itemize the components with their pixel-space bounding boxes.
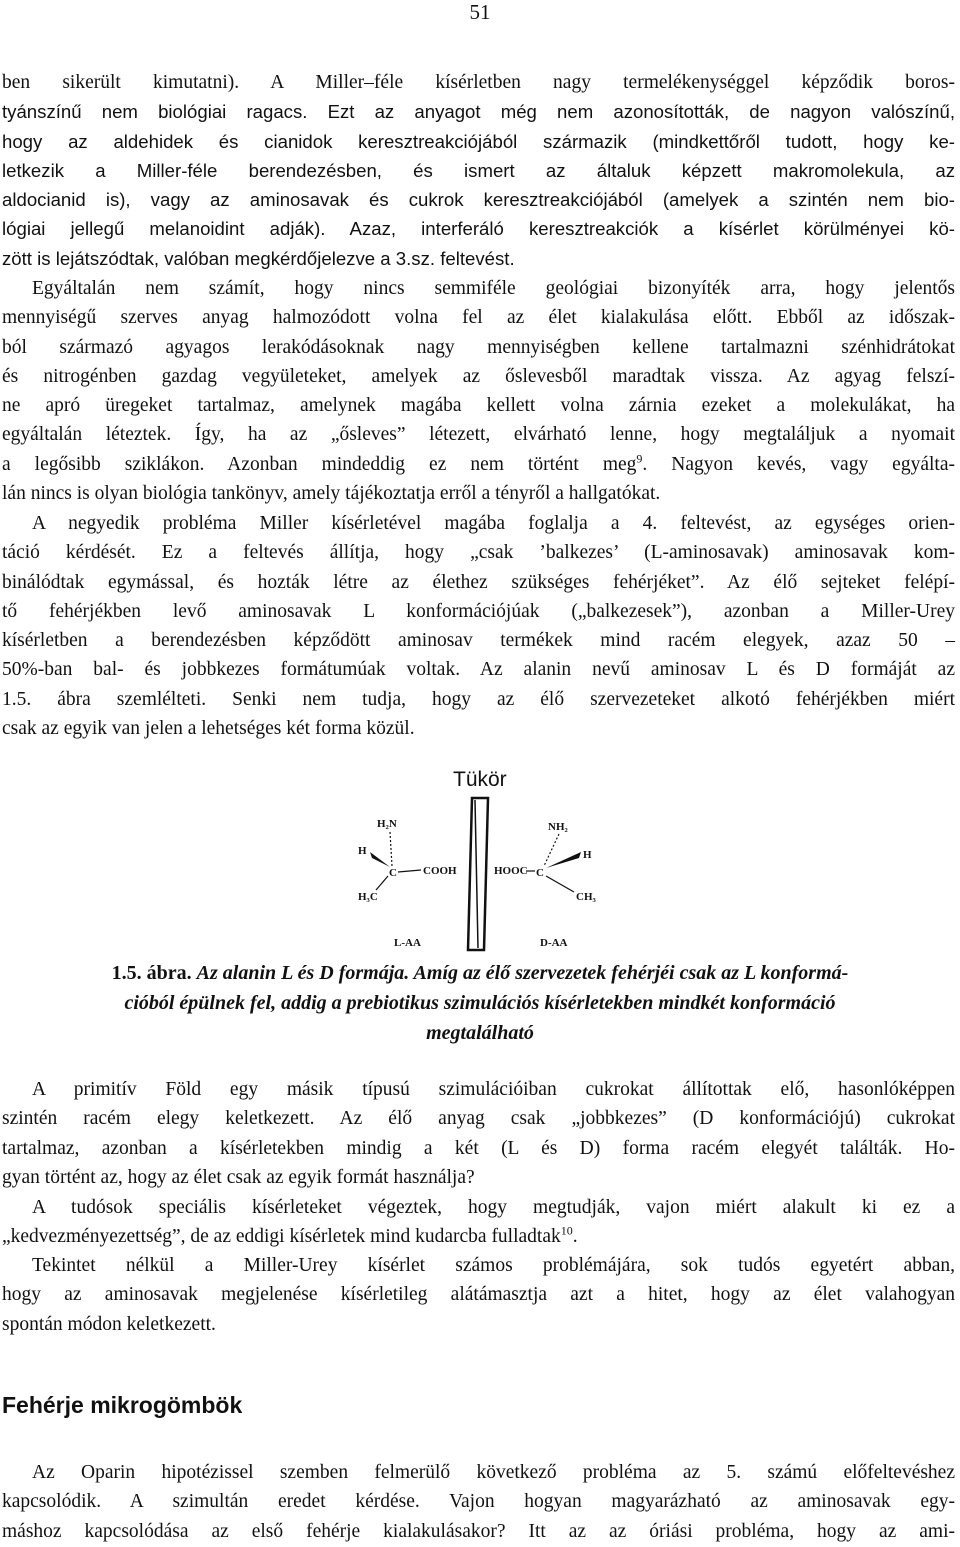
text-line: 1.5. ábra szemlélteti. Senki nem tudja, hogy az élő szervezeteket alkotó fehérjékben miért	[2, 688, 955, 710]
right-top-group: NH₂	[548, 821, 568, 833]
section-heading: Fehérje mikrogömbök	[2, 1392, 243, 1418]
left-top-group: H₂N	[377, 818, 397, 830]
left-bond-top	[390, 832, 392, 866]
text-line: tyánszínű nem biológiai ragacs. Ezt az anyagot még nem azonosították, de nagyon valószínű,	[2, 101, 955, 123]
right-bond-bottom	[546, 876, 574, 892]
molecule-diagram	[350, 760, 610, 955]
text-line	[2, 1222, 955, 1251]
text-line: táció kérdését. Ez a feltevés állítja, hogy „csak ’balkezes’ (L-aminosavak) aminosavak kom-	[2, 542, 955, 564]
caption-text: megtalálható	[426, 1022, 534, 1044]
text-line: A negyedik probléma Miller kísérletével magába foglalja a 4. feltevést, az egységes orien-	[32, 513, 955, 534]
paragraph-oparin	[2, 1458, 955, 1546]
text-line: zött is lejátszódtak, valóban megkérdőjelezve a 3.sz. feltevést.	[2, 247, 515, 269]
footnote-ref: 10	[560, 1223, 573, 1238]
text-line: ben sikerült kimutatni). A Miller–féle kísérletben nagy termelékenységgel képződik boros-	[2, 72, 955, 93]
right-bond-top	[544, 834, 559, 866]
text-line: aldocianid is), vagy az aminosavak és cukrok keresztreakciójából (amelyek a szintén nem bio-	[2, 189, 955, 211]
text-line: mennyiségű szerves anyag halmozódott volna fel az élet kialakulása előtt. Ebből az időszak-	[2, 307, 955, 329]
text-line: gyan történt az, hogy az élet csak az egyik formát használja?	[2, 1166, 475, 1188]
text-line: hogy az aldehidek és cianidok keresztreakciójából származik (mindkettőről tudott, hogy ke-	[2, 130, 955, 152]
text-line: egyáltalán léteztek. Így, ha az „ősleves” létezett, elvárható lenne, hogy megtaláljuk a nyomait	[2, 424, 955, 446]
text-fragment: . Nagyon kevés, vagy egyálta-	[642, 453, 955, 475]
caption-line	[0, 988, 960, 1018]
text-line: 50%-ban bal- és jobbkezes formátumúak voltak. Az alanin nevű aminosav L és D formáját az	[2, 659, 955, 681]
text-line: hogy az aminosavak megjelenése kísérletileg alátámasztja azt a hitet, hogy az élet valahogyan	[2, 1284, 955, 1306]
text-line: szintén racém elegy keletkezett. Az élő anyag csak „jobbkezes” (D konformációjú) cukrokat	[2, 1108, 955, 1130]
left-bond-right	[398, 870, 421, 872]
left-tag: L-AA	[394, 937, 421, 949]
text-line: lán nincs is olyan biológia tankönyv, amely tájékoztatja erről a tényről a hallgatókat.	[2, 483, 661, 505]
left-center-atom: C	[389, 867, 397, 879]
right-right-group: H	[583, 849, 592, 861]
figure-caption	[0, 958, 960, 1048]
text-line: binálódtak egymással, és hozták létre az élethez szükséges fehérjéket”. Az élő sejteket felépí-	[2, 571, 955, 593]
page-number: 51	[469, 0, 491, 24]
text-line: kapcsolódik. A szimultán eredet kérdése. Vajon hogyan magyarázható az aminosavak egy-	[2, 1491, 955, 1513]
footnote-ref: 9	[636, 451, 643, 466]
paragraph-continuation	[2, 68, 955, 273]
left-wedge-bond	[370, 852, 390, 867]
caption-text: cióból épülnek fel, addig a prebiotikus szimulációs kísérletekben mindkét konformáció	[124, 992, 836, 1014]
text-line: és nitrogénben gazdag vegyületeket, amelyek az őslevesből maradtak vissza. Az agyag felszí-	[2, 365, 955, 387]
left-right-group: COOH	[423, 865, 457, 877]
left-bottom-group: H₃C	[358, 891, 378, 903]
text-line: ne apró üregeket tartalmaz, amelynek magába kellett volna zárnia ezeket a molekulákat, ha	[2, 395, 955, 417]
text-line: Egyáltalán nem számít, hogy nincs semmiféle geológiai bizonyíték arra, hogy jelentős	[32, 278, 955, 299]
paragraph-sugars	[2, 1075, 955, 1192]
text-line: tartalmaz, azonban a kísérletekben mindig a két (L és D) forma racém elegyét találták. Ho-	[2, 1137, 955, 1159]
text-line: tő fehérjékben levő aminosavak L konformációjúak („balkezesek”), azonban a Miller-Urey	[2, 600, 955, 622]
caption-label: 1.5. ábra.	[111, 962, 192, 984]
right-center-atom: C	[536, 867, 544, 879]
text-line: lógiai jellegű melanoidint adják). Azaz, interferáló keresztreakciók a kísérlet körülményei kö-	[2, 218, 955, 240]
text-line: Tekintet nélkül a Miller-Urey kísérlet számos problémájára, sok tudós egyetért abban,	[32, 1255, 955, 1276]
text-line: kísérletben a berendezésben képződött aminosav termékek mind racém elegyek, azaz 50 –	[2, 630, 955, 652]
paragraph-geology	[2, 274, 955, 508]
text-line: Az Oparin hipotézissel szemben felmerülő következő probléma az 5. számú előfeltevéshez	[32, 1462, 955, 1483]
caption-line	[0, 958, 960, 988]
mirror-label: Tükör	[453, 768, 507, 791]
text-line: letkezik a Miller-féle berendezésben, és ismert az általuk képzett makromolekula, az	[2, 159, 955, 181]
text-line: A primitív Föld egy másik típusú szimulációiban cukrokat állítottak elő, hasonlóképpen	[32, 1079, 955, 1100]
mirror-edge	[475, 800, 478, 948]
right-left-group: HOOC	[494, 865, 528, 877]
paragraph-orientation	[2, 509, 955, 743]
alanine-mirror-figure	[350, 760, 610, 955]
text-line	[2, 450, 955, 479]
text-line: spontán módon keletkezett.	[2, 1313, 216, 1335]
left-left-group: H	[358, 845, 367, 857]
paragraph-experiments	[2, 1193, 955, 1252]
text-fragment: „kedvezményezettség”, de az eddigi kísérletek mind kudarcba fulladtak	[2, 1226, 561, 1248]
paragraph-conclusion	[2, 1251, 955, 1339]
text-line: ból származó agyagos lerakódásoknak nagy mennyiségben kellene tartalmazni szénhidrátokat	[2, 336, 955, 358]
text-line: máshoz kapcsolódása az első fehérje kialakulásakor? Itt az az óriási probléma, hogy az ami-	[2, 1520, 955, 1542]
text-fragment: a legősibb sziklákon. Azonban mindeddig ez nem történt meg	[2, 453, 637, 475]
left-bond-bottom	[376, 876, 388, 890]
text-fragment: .	[572, 1226, 578, 1248]
right-tag: D-AA	[540, 937, 568, 949]
right-bottom-group: CH₃	[576, 891, 596, 903]
right-wedge-bond	[546, 852, 581, 868]
caption-line	[0, 1018, 960, 1048]
text-line: csak az egyik van jelen a lehetséges két forma közül.	[2, 718, 415, 740]
text-line: A tudósok speciális kísérleteket végeztek, hogy megtudják, vajon miért alakult ki ez a	[32, 1197, 955, 1218]
caption-title: Az alanin L és D formája. Amíg az élő szervezetek fehérjéi csak az L konformá-	[196, 962, 849, 984]
